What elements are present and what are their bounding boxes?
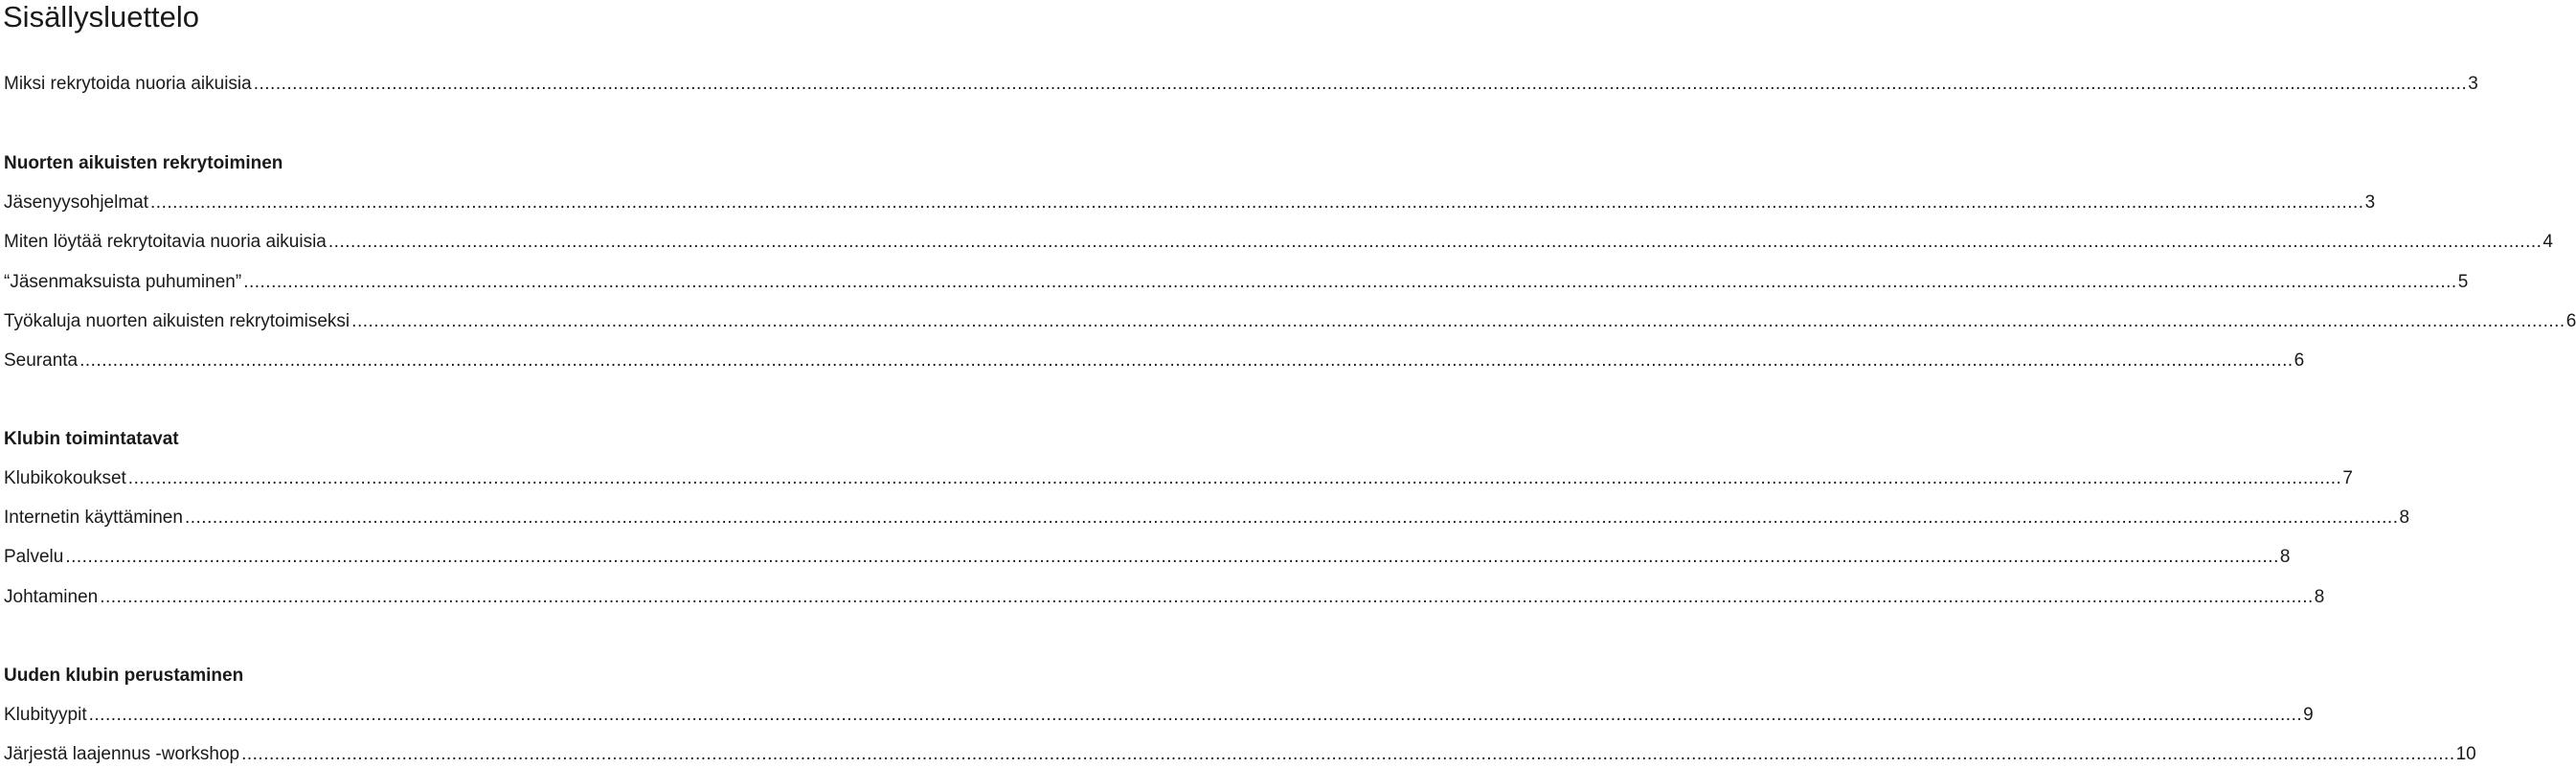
toc-entry-label: Miksi rekrytoida nuoria aikuisia [4,74,252,94]
toc-entry [4,270,2469,295]
toc-entry-page: 9 [2303,705,2314,725]
toc-entry [4,309,2576,334]
toc-entry-label: Klubikokoukset [4,468,126,488]
toc-leader-dots: ................................................................................................................................................................................................................................................................................................................................................................................................................ [150,192,2364,213]
toc-entry-label: Seuranta [4,350,79,371]
toc-entry [4,72,2478,97]
toc-entry-page: 4 [2542,232,2553,252]
page-title: Sisällysluettelo [3,0,200,34]
toc-entry-page: 8 [2399,508,2410,528]
toc-entry-label: Järjestä laajennus -workshop [4,744,240,764]
toc-entry [4,466,2353,491]
toc-entry [4,506,2410,531]
toc-entry [4,703,2314,728]
section-heading: Nuorten aikuisten rekrytoiminen [4,153,283,173]
toc-entry-page: 8 [2279,547,2291,567]
toc-leader-dots: ................................................................................................................................................................................................................................................................................................................................................................................................................ [253,74,2468,94]
toc-entry [4,742,2476,767]
toc-leader-dots: ................................................................................................................................................................................................................................................................................................................................................................................................................ [100,587,2314,607]
toc-entry-page: 8 [2314,587,2325,607]
toc-entry-page: 6 [2294,350,2305,371]
toc-entry-label: Jäsenyysohjelmat [4,192,149,213]
toc-entry-label: “Jäsenmaksuista puhuminen” [4,272,242,292]
toc-leader-dots: ................................................................................................................................................................................................................................................................................................................................................................................................................ [241,744,2455,764]
toc-leader-dots: ................................................................................................................................................................................................................................................................................................................................................................................................................ [184,508,2399,528]
toc-leader-dots: ................................................................................................................................................................................................................................................................................................................................................................................................................ [351,311,2565,331]
toc-entry-page: 10 [2455,744,2476,764]
toc-leader-dots: ................................................................................................................................................................................................................................................................................................................................................................................................................ [127,468,2342,488]
toc-entry-label: Miten löytää rekrytoitavia nuoria aikuisia [4,232,327,252]
toc-entry [4,349,2305,373]
toc-entry-label: Työkaluja nuorten aikuisten rekrytoimiseksi [4,311,350,331]
toc-entry-page: 7 [2342,468,2353,488]
toc-leader-dots: ................................................................................................................................................................................................................................................................................................................................................................................................................ [88,705,2303,725]
toc-entry [4,230,2553,255]
toc-leader-dots: ................................................................................................................................................................................................................................................................................................................................................................................................................ [65,547,2279,567]
toc-entry-label: Palvelu [4,547,64,567]
toc-entry-page: 5 [2457,272,2469,292]
toc-leader-dots: ................................................................................................................................................................................................................................................................................................................................................................................................................ [243,272,2457,292]
toc-entry-label: Klubityypit [4,705,87,725]
toc-leader-dots: ................................................................................................................................................................................................................................................................................................................................................................................................................ [328,232,2542,252]
toc-entry [4,191,2376,215]
toc-entry-page: 6 [2565,311,2576,331]
toc-entry-label: Johtaminen [4,587,99,607]
section-heading: Uuden klubin perustaminen [4,666,244,686]
toc-entry [4,545,2291,570]
toc-entry-label: Internetin käyttäminen [4,508,183,528]
toc-entry [4,585,2325,610]
toc-leader-dots: ................................................................................................................................................................................................................................................................................................................................................................................................................ [79,350,2294,371]
toc-entry-page: 3 [2364,192,2376,213]
toc-entry-page: 3 [2468,74,2478,94]
section-heading: Klubin toimintatavat [4,429,179,449]
